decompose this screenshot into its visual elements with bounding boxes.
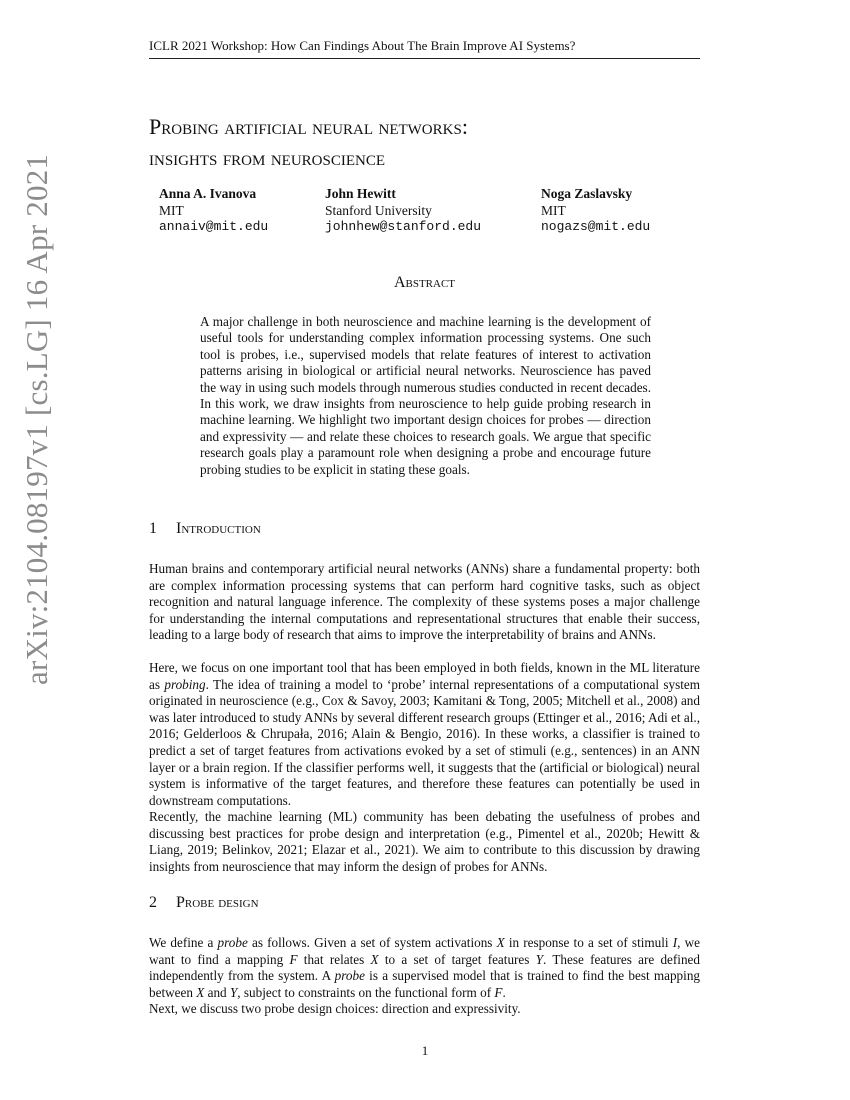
author-email[interactable]: nogazs@mit.edu [541,219,651,234]
abstract-body: A major challenge in both neuroscience and machine learning is the development of useful tools for understanding complex information processing systems. One such tool is probes, i.e., supervised models that relate features of interest to activation patterns arising in biological or artificial neural networks. Neuroscience has paved the way in using such models through numerous studies conducted in recent decades. In this work, we draw insights from neuroscience to help guide probing research in machine learning. We highlight two important design choices for probes — direction and expressivity — and relate these choices to research goals. We argue that specific research goals play a paramount role when designing a probe and encourage future probing studies to be explicit in stating these goals. [200,314,651,477]
author-block [541,186,650,236]
section-title: Probe design [176,894,259,911]
intro-paragraph-3: Recently, the machine learning (ML) community has been debating the usefulness of probes and discussing best practices for probe design and interpretation (e.g., Pimentel et al., 2020b; Hewitt & Liang, 2019; Belinkov, 2021; Elazar et al., 2021). We aim to contribute to this discussion by drawing insights from neuroscience that may inform the design of probes for ANNs. [149,809,700,874]
math-symbol: X [370,951,379,967]
text-run: , subject to constraints on the functional form of [237,984,495,1000]
text-run: . [502,984,506,1000]
text-run: in response to a set of stimuli [504,935,673,950]
page-number: 1 [421,1043,429,1058]
text-run: . These features are defined independently from the system. A [149,951,701,984]
text-run: We define a [149,935,218,950]
probe-design-paragraph-1 [149,935,700,1001]
arxiv-identifier: arXiv:2104.08197v1 [cs.LG] 16 Apr 2021 [19,153,54,685]
math-symbol: F [494,984,503,1000]
author-name: John Hewitt [325,186,396,201]
text-run: , we want to find a mapping [149,935,700,967]
math-symbol: F [289,951,298,967]
paper-title [149,111,700,173]
section-title: Introduction [176,520,261,537]
author-name: Anna A. Ivanova [159,186,257,201]
paper-title-line-2: insights from neuroscience [149,145,386,170]
text-run: to a set of target features [378,951,536,967]
author-email[interactable]: johnhew@stanford.edu [325,219,482,234]
math-symbol: X [496,935,505,950]
author-affiliation: MIT [541,202,566,218]
math-symbol: X [196,984,205,1000]
author-block [159,186,268,236]
text-run: Here, we focus on one important tool that has been employed in both fields, known in the ML literature as [149,660,700,692]
section-number: 2 [149,894,157,911]
math-symbol: I [672,935,678,950]
section-number: 1 [149,520,157,537]
section-heading-introduction [149,520,261,538]
text-run: as follows. Given a set of system activations [247,935,497,950]
text-run: and [204,984,230,1000]
emphasis-term: probing [164,676,206,692]
text-run: is a supervised model that is trained to find the best mapping between [149,968,701,1000]
section-heading-probe-design [149,894,259,912]
author-email[interactable]: annaiv@mit.edu [159,219,269,234]
math-symbol: Y [229,984,238,1000]
paper-title-line-1: Probing artificial neural networks: [149,114,468,139]
probe-design-paragraph-2: Next, we discuss two probe design choices: direction and expressivity. [149,1001,521,1016]
emphasis-term: probe [217,935,248,950]
author-affiliation: Stanford University [325,202,432,218]
intro-paragraph-2 [149,660,700,809]
emphasis-term: probe [334,968,365,984]
abstract-heading: Abstract [393,274,456,291]
author-affiliation: MIT [159,202,184,218]
intro-paragraph-1: Human brains and contemporary artificial neural networks (ANNs) share a fundamental property: both are complex information processing systems that can perform hard cognitive tasks, such as object recognition and natural language inference. The complexity of these systems poses a major challenge for understanding the internal computations and representational structures that enable their success, leading to a large body of research that aims to improve the interpretability of brains and ANNs. [149,561,700,643]
text-run: . The idea of training a model to ‘probe’ internal representations of a computational system originated in neuroscience (e.g., Cox & Savoy, 2003; Kamitani & Tong, 2005; Mitchell et al., 2008) and was later introduced to study ANNs by several different research groups (Ettinger et al., 2016; Adi et al., 2016; Gelderloos & Chrupała, 2016; Alain & Bengio, 2016). In these works, a classifier is trained to predict a set of target features from activations evoked by a set of stimuli (e.g., sentences) in an ANN layer or a brain region. If the classifier performs well, it suggests that the (artificial or biological) neural system is informative of the target features, and therefore these features can potentially be used in downstream computations. [149,676,700,808]
author-block [325,186,481,236]
running-header: ICLR 2021 Workshop: How Can Findings About The Brain Improve AI Systems? [149,38,700,59]
math-symbol: Y [535,951,544,967]
author-name: Noga Zaslavsky [541,186,633,201]
text-run: that relates [297,951,371,967]
